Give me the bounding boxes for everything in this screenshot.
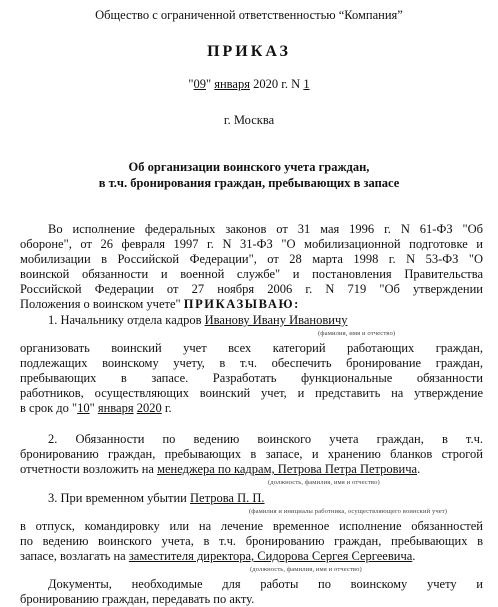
item-2-line: бронированию граждан, пребывающих в запасе, и хранению бланков строгой	[20, 447, 483, 461]
item-1-line: пребывающих в запасе. Разработать функциональные обязанности	[20, 371, 483, 385]
date-month: января	[214, 77, 250, 91]
item-4-line: бронированию граждан, передавать по акту.	[20, 592, 255, 606]
item-3-caption: (фамилия и инициалы работника, осуществляющего воинский учет)	[248, 508, 448, 515]
document-number: 1	[303, 77, 310, 91]
item-3-substitute: заместителя директора, Сидорова Сергея Сергеевича	[128, 549, 413, 563]
item-3-caption-2: (должность, фамилия, имя и отчество)	[250, 566, 362, 573]
item-3-lead-2: запасе, возлагать на	[20, 549, 126, 563]
item-3-end: .	[412, 549, 416, 563]
organization-name: Общество с ограниченной ответственностью “Компания”	[95, 8, 403, 22]
item-2-end: .	[417, 462, 421, 476]
deadline-suffix: г.	[164, 401, 172, 415]
item-2-lead: отчетности возложить на	[20, 462, 154, 476]
item-1-line: подлежащих воинскому учету, в т.ч. обеспечить бронирование граждан,	[20, 356, 483, 370]
preamble-line: воинской обязанности и военной службе" и постановления Правительства	[20, 267, 483, 281]
preamble-last-line	[20, 297, 300, 312]
item-2-line: 2. Обязанности по ведению воинского учета граждан, в т.ч.	[48, 432, 483, 446]
date-year: 2020 г. N	[253, 77, 301, 91]
item-2-caption: (должность, фамилия, имя и отчество)	[268, 479, 380, 486]
item-1-caption: (фамилия, имя и отчество)	[318, 330, 396, 337]
item-1-line: организовать воинский учет всех категорий работающих граждан,	[20, 341, 483, 355]
order-word: ПРИКАЗЫВАЮ:	[183, 297, 300, 311]
item-1-lead: 1. Начальнику отдела кадров	[48, 313, 202, 327]
deadline-year: 2020	[136, 401, 162, 415]
city: г. Москва	[223, 113, 275, 127]
subject-line-2: в т.ч. бронирования граждан, пребывающих в запасе	[98, 176, 400, 190]
deadline-month: января	[97, 401, 134, 415]
preamble-last-text: Положения о воинском учете"	[20, 297, 181, 311]
item-3-person: Петрова П. П.	[190, 491, 265, 505]
document-date-line: "09" января 2020 г. N 1	[188, 77, 310, 91]
preamble-line: Во исполнение федеральных законов от 31 мая 1996 г. N 61-ФЗ "Об	[48, 222, 483, 236]
item-4-line: Документы, необходимые для работы по воинскому учету и	[48, 577, 483, 591]
preamble-line: обороне", от 26 февраля 1997 г. N 31-ФЗ "О мобилизационной подготовке и	[20, 237, 483, 251]
date-day: 09	[193, 77, 206, 91]
item-1-person: Иванову Ивану Ивановичу	[204, 313, 348, 327]
item-1-line: работников, осуществляющих воинский учет, и представить на утверждение	[20, 386, 483, 400]
item-3-assignee-line	[20, 549, 415, 564]
item-3-line: по ведению воинского учета, в т.ч. бронированию граждан, пребывающих в	[20, 534, 483, 548]
item-1-lead-line	[48, 313, 348, 328]
subject-line-1: Об организации воинского учета граждан,	[128, 160, 370, 174]
document-title: ПРИКАЗ	[207, 43, 291, 60]
item-2-assignee-line	[20, 462, 420, 477]
item-1-deadline: в срок до "10" января 2020 г.	[20, 401, 172, 415]
deadline-lead: в срок до	[20, 401, 69, 415]
item-2-person: менеджера по кадрам, Петрова Петра Петровича	[157, 462, 418, 476]
item-3-line: в отпуск, командировку или на лечение временное исполнение обязанностей	[20, 519, 483, 533]
item-3-lead: 3. При временном убытии	[48, 491, 187, 505]
deadline-day: 10	[77, 401, 90, 415]
preamble-line: Российской Федерации от 27 ноября 2006 г. N 719 "Об утверждении	[20, 282, 483, 296]
preamble-line: мобилизации в Российской Федерации", от 28 марта 1998 г. N 53-ФЗ "О	[20, 252, 483, 266]
item-3-lead-line	[48, 491, 265, 506]
